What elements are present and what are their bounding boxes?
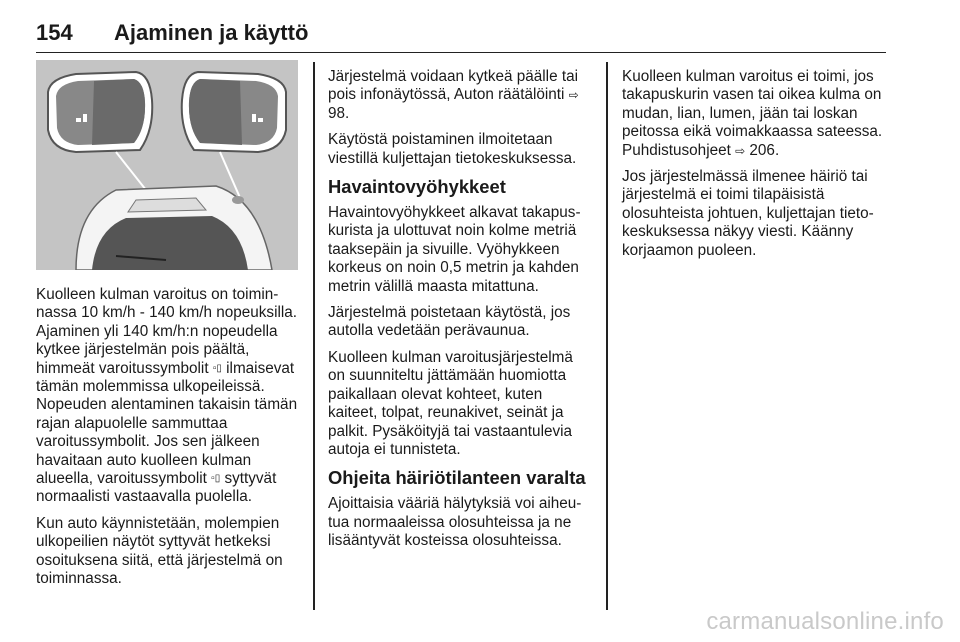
page-reference-link[interactable]: 206. <box>749 141 780 159</box>
heading-fault: Ohjeita häiriötilanteen varalta <box>328 467 586 489</box>
paragraph-fault-message: Jos järjestelmässä ilmenee häiriö tai järjestelmä ei toimi tilapäisistä olosuhteista johtuen, kuljettajan tietokeskuksessa näkyy viesti. Käänny korjaamon puoleen. <box>622 168 874 259</box>
paragraph-not-working: Kuolleen kulman varoitus ei toimi, jos takapuskurin vasen tai oikea kulma on mudan, lian, lumen, jään tai loskan peitossa eikä voimakkaassa sateessa. Puhdistusohjeet ⇨ 206. <box>622 68 883 159</box>
paragraph-enable: Järjestelmä voidaan kytkeä päälle tai pois infonäytössä, Auton räätälöinti ⇨ 98. <box>328 68 579 122</box>
paragraph-stationary: Kuolleen kulman varoitusjärjestelmä on suunniteltu jättämään huomiotta paikallaan olevat kohteet, kuten kaiteet, tolpat, reunakivet, seinät ja palkit. Pysäköityjä tai vastaantulevia autoja ei tunnisteta. <box>328 348 573 458</box>
paragraph-trailer: Järjestelmä poistetaan käytöstä, jos autolla vedetään perävaunua. <box>328 304 571 340</box>
watermark: carmanualsonline.info <box>706 608 944 635</box>
mirror-illustration <box>36 60 298 270</box>
paragraph-zones: Havaintovyöhykkeet alkavat takapuskurista ja ulottuvat noin kolme metriä taaksepäin ja sivuille. Vyöhykkeen korkeus on noin 0,5 metrin ja kahden metrin välillä maasta mitattuna. <box>328 204 581 295</box>
page-header <box>36 12 886 53</box>
column-divider-2 <box>606 62 608 610</box>
page-number: 154 <box>36 20 73 45</box>
column-2 <box>328 68 593 559</box>
page-reference-icon: ⇨ <box>735 143 746 158</box>
page-title: Ajaminen ja käyttö <box>114 20 309 45</box>
column-3 <box>622 68 892 268</box>
page-reference-link[interactable]: 98. <box>328 104 350 122</box>
paragraph-speed-range: Kuolleen kulman varoitus on toiminnassa 10 km/h - 140 km/h nopeuksilla. Ajaminen yli 140 km/h:n nopeudella kytkee järjestelmän pois päältä, himmeät varoitussymbolit ▫▯ ilmaisevat tämän molemmissa ulkopeileissä. Nopeuden alentaminen takaisin tämän rajan alapuolelle sammuttaa varoitussymbolit. Jos sen jälkeen havaitaan auto kuolleen kulman alueella, varoitussymbolit ▫▯ syttyvät normaalisti vastaavalla puolella. <box>36 286 298 506</box>
blind-spot-symbol-icon: ▫▯ <box>212 362 222 374</box>
column-divider-1 <box>313 62 315 610</box>
paragraph-false-alarms: Ajoittaisia vääriä hälytyksiä voi aiheutua normaaleissa olosuhteissa ja ne lisääntyvät kosteissa olosuhteissa. <box>328 495 582 550</box>
paragraph-disable-message: Käytöstä poistaminen ilmoitetaan viestillä kuljettajan tietokeskuksessa. <box>328 131 577 167</box>
paragraph-startup: Kun auto käynnistetään, molempien ulkopeilien näytöt syttyvät hetkeksi osoituksena siitä, että järjestelmä on toiminnassa. <box>36 514 283 588</box>
column-1 <box>36 60 298 597</box>
heading-detection-zones: Havaintovyöhykkeet <box>328 176 506 198</box>
blind-spot-symbol-icon: ▫▯ <box>211 473 221 485</box>
page-reference-icon: ⇨ <box>568 88 579 103</box>
